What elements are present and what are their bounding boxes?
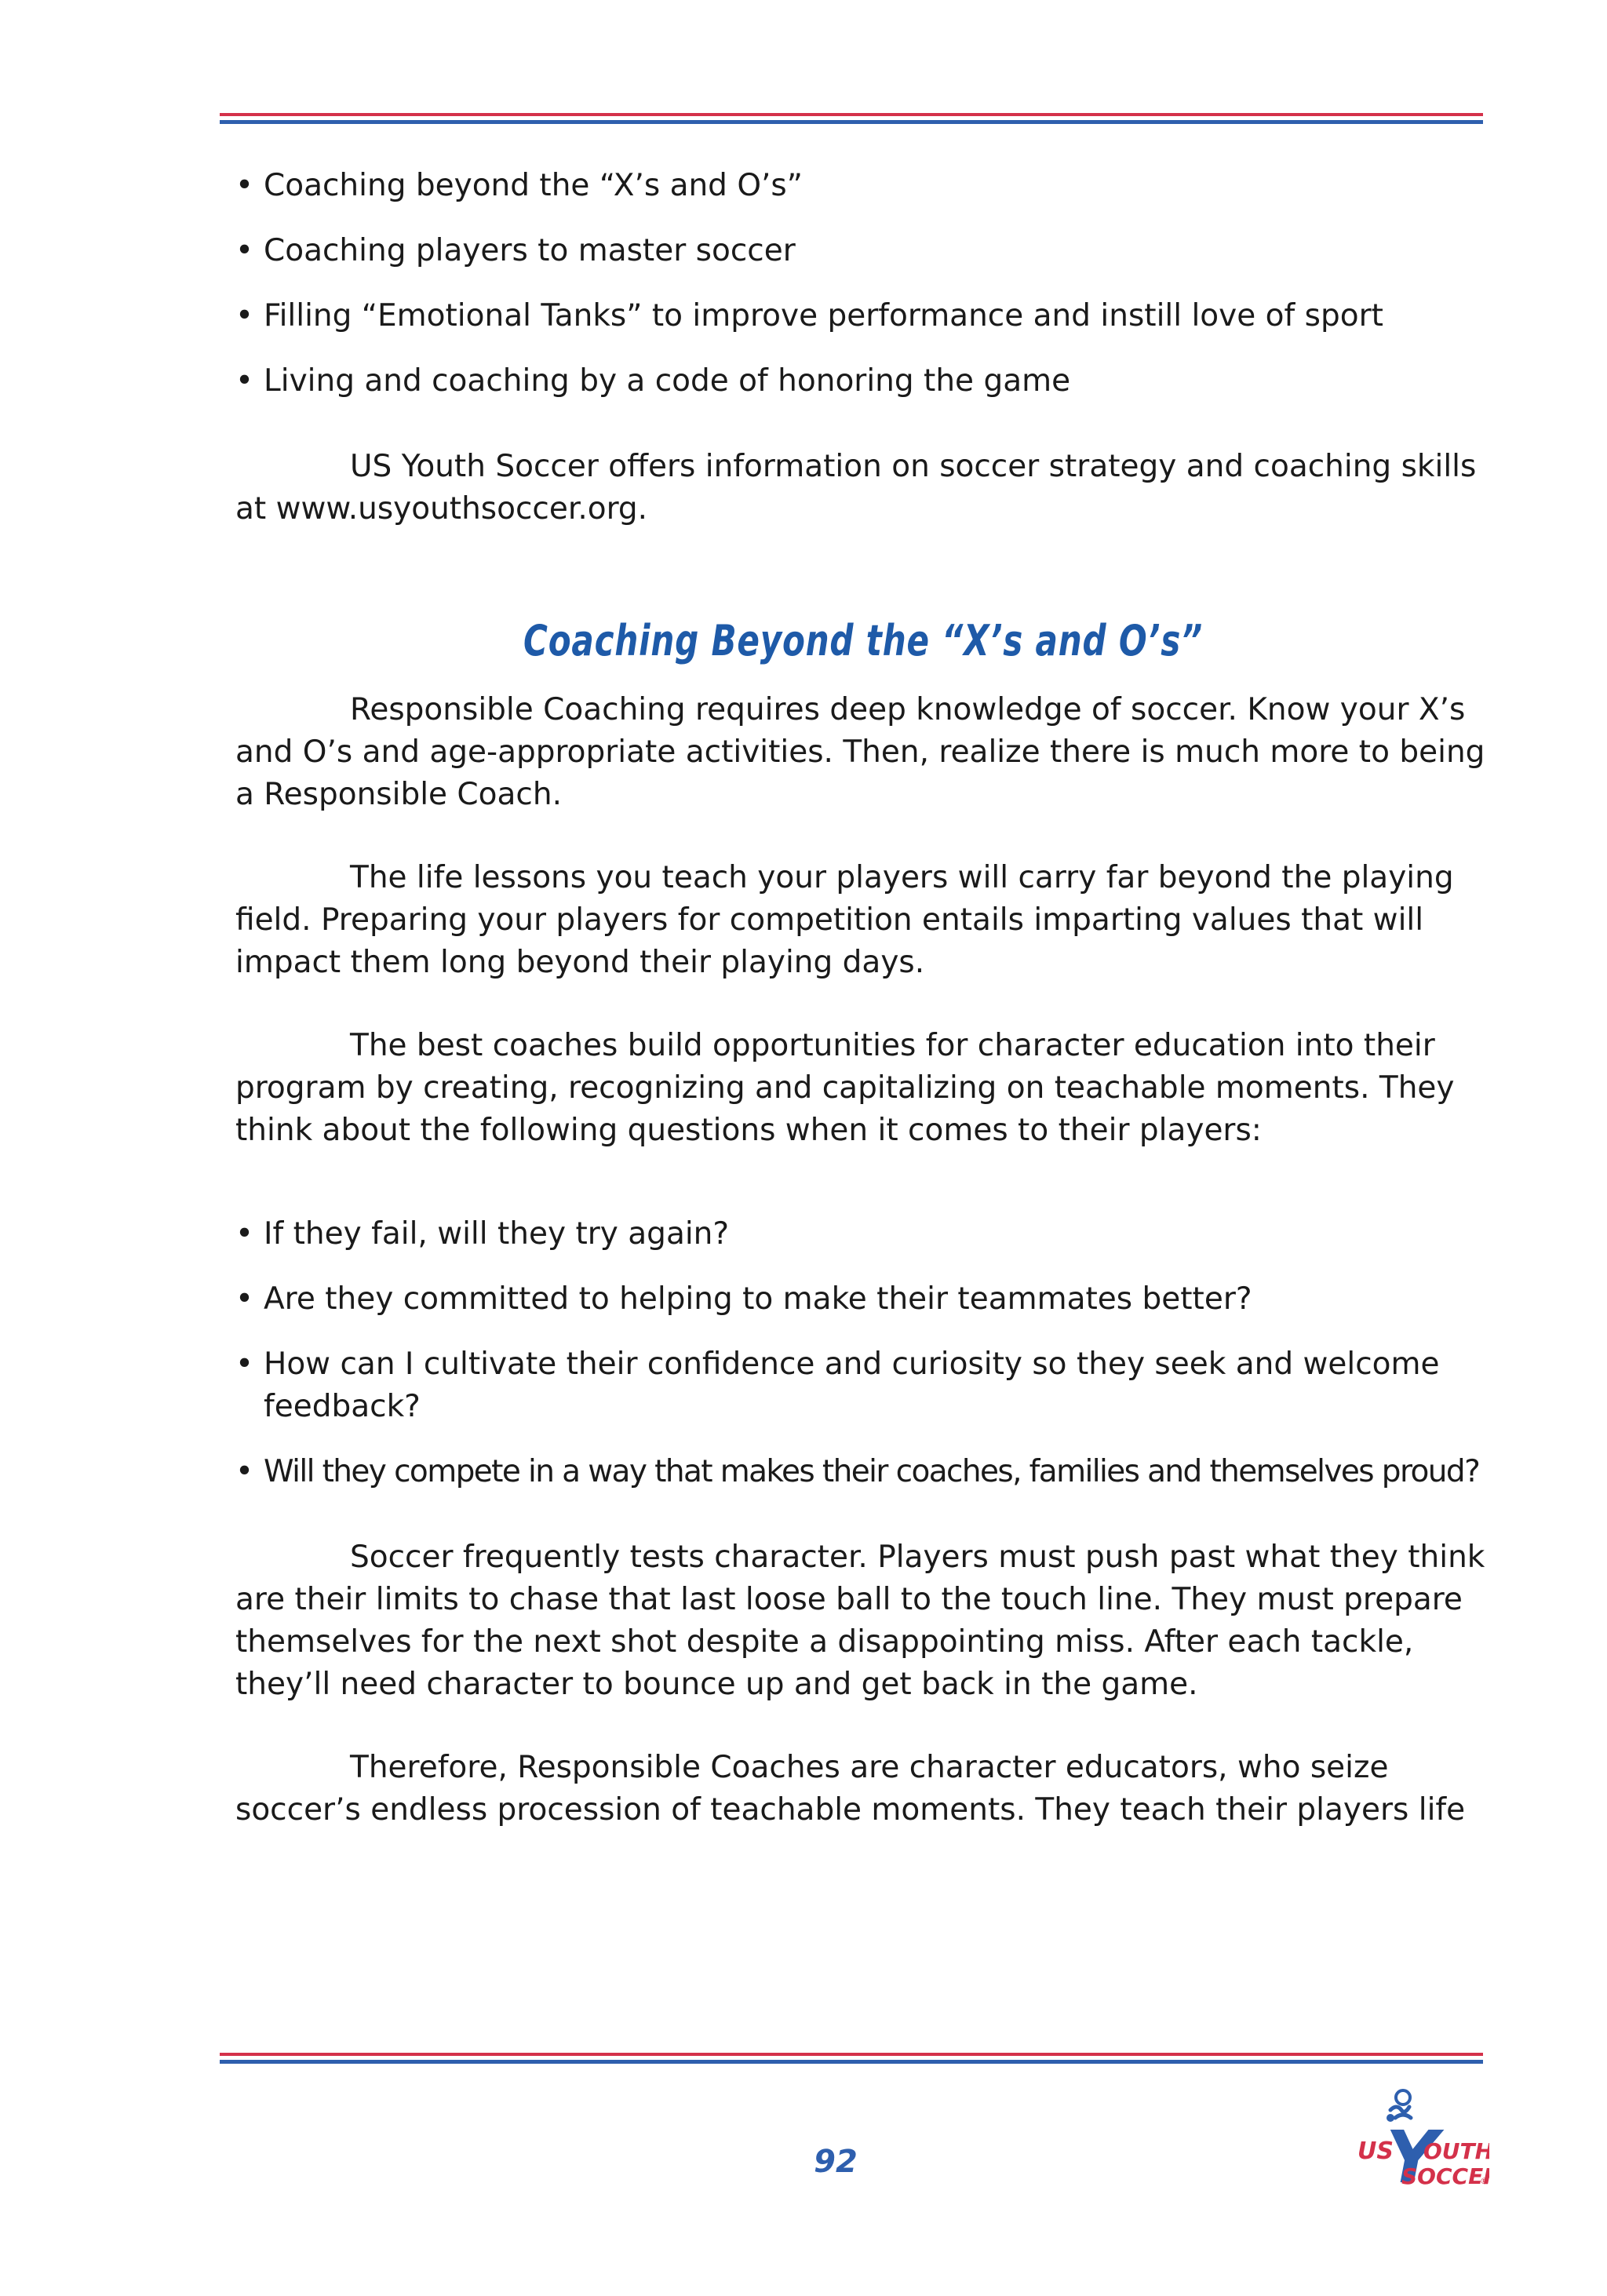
footer-rule-blue — [220, 2060, 1483, 2064]
logo-registered-mark: ® — [1480, 2176, 1489, 2186]
list-item — [235, 1343, 1491, 1428]
page-content — [235, 165, 1491, 1831]
body-paragraph: Therefore, Responsible Coaches are character educators, who seize soccer’s endless procession of teachable moments. They teach their players life — [235, 1750, 1466, 1828]
bullet-glyph: • — [235, 363, 254, 399]
logo-youth: OUTH — [1423, 2138, 1489, 2164]
bullet-glyph: • — [235, 168, 254, 203]
list-item-text: If they fail, will they try again? — [264, 1216, 730, 1252]
list-item — [235, 165, 1491, 207]
list-item-text: Filling “Emotional Tanks” to improve performance and instill love of sport — [264, 298, 1383, 333]
page-number: 92 — [814, 2144, 858, 2180]
bullet-list-top — [235, 165, 1491, 403]
us-youth-soccer-logo — [1356, 2083, 1489, 2201]
list-item-text: Coaching beyond the “X’s and O’s” — [264, 168, 803, 203]
body-paragraph: The best coaches build opportunities for character education into their program by creating, recognizing and capitalizing on teachable moments. They think about the following questions when it comes to their players: — [235, 1028, 1455, 1148]
list-item-text: Living and coaching by a code of honoring the game — [264, 363, 1071, 399]
list-item-text: Will they compete in a way that makes their coaches, families and themselves proud? — [264, 1454, 1480, 1489]
bullet-glyph: • — [235, 298, 254, 333]
bullet-glyph: • — [235, 1216, 254, 1252]
list-item — [235, 230, 1491, 272]
logo-soccer: SOCCE — [1401, 2163, 1484, 2189]
intro-paragraph: US Youth Soccer offers information on soccer strategy and coaching skills at www.usyouthsoccer.org. — [235, 449, 1477, 527]
bullet-list-questions — [235, 1213, 1491, 1493]
body-paragraph: Responsible Coaching requires deep knowledge of soccer. Know your X’s and O’s and age-appropriate activities. Then, realize there is much more to being a Responsible Coach. — [235, 692, 1485, 812]
logo-figure-arms-icon — [1390, 2107, 1409, 2112]
list-item — [235, 360, 1491, 403]
body-paragraph: The life lessons you teach your players will carry far beyond the playing field. Preparing your players for competition entails imparting values that will impact them long beyond their playing days. — [235, 860, 1454, 980]
list-item — [235, 295, 1491, 337]
list-item — [235, 1213, 1491, 1256]
logo-us: US — [1357, 2137, 1394, 2165]
list-item — [235, 1451, 1491, 1493]
bullet-glyph: • — [235, 233, 254, 268]
logo-graphic — [1356, 2083, 1489, 2201]
header-rule-blue — [220, 120, 1483, 124]
section-heading: Coaching Beyond the “X’s and O’s” — [523, 616, 1203, 665]
bullet-glyph: • — [235, 1281, 254, 1317]
logo-figure-head-icon — [1396, 2090, 1410, 2105]
logo-y: Y — [1386, 2116, 1438, 2199]
bullet-glyph: • — [235, 1454, 253, 1489]
list-item — [235, 1278, 1491, 1321]
footer-rule — [220, 2053, 1483, 2064]
header-rule — [220, 113, 1483, 124]
list-item-text: Coaching players to master soccer — [264, 233, 796, 268]
body-paragraph: Soccer frequently tests character. Players must push past what they think are their limits to chase that last loose ball to the touch line. They must prepare themselves for the next shot despite a disappointing miss. After each tackle, they’ll need character to bounce up and get back in the game. — [235, 1540, 1485, 1702]
list-item-text: How can I cultivate their confidence and curiosity so they seek and welcome feedback? — [264, 1347, 1440, 1424]
list-item-text: Are they committed to helping to make their teammates better? — [264, 1281, 1252, 1317]
bullet-glyph: • — [235, 1347, 254, 1382]
